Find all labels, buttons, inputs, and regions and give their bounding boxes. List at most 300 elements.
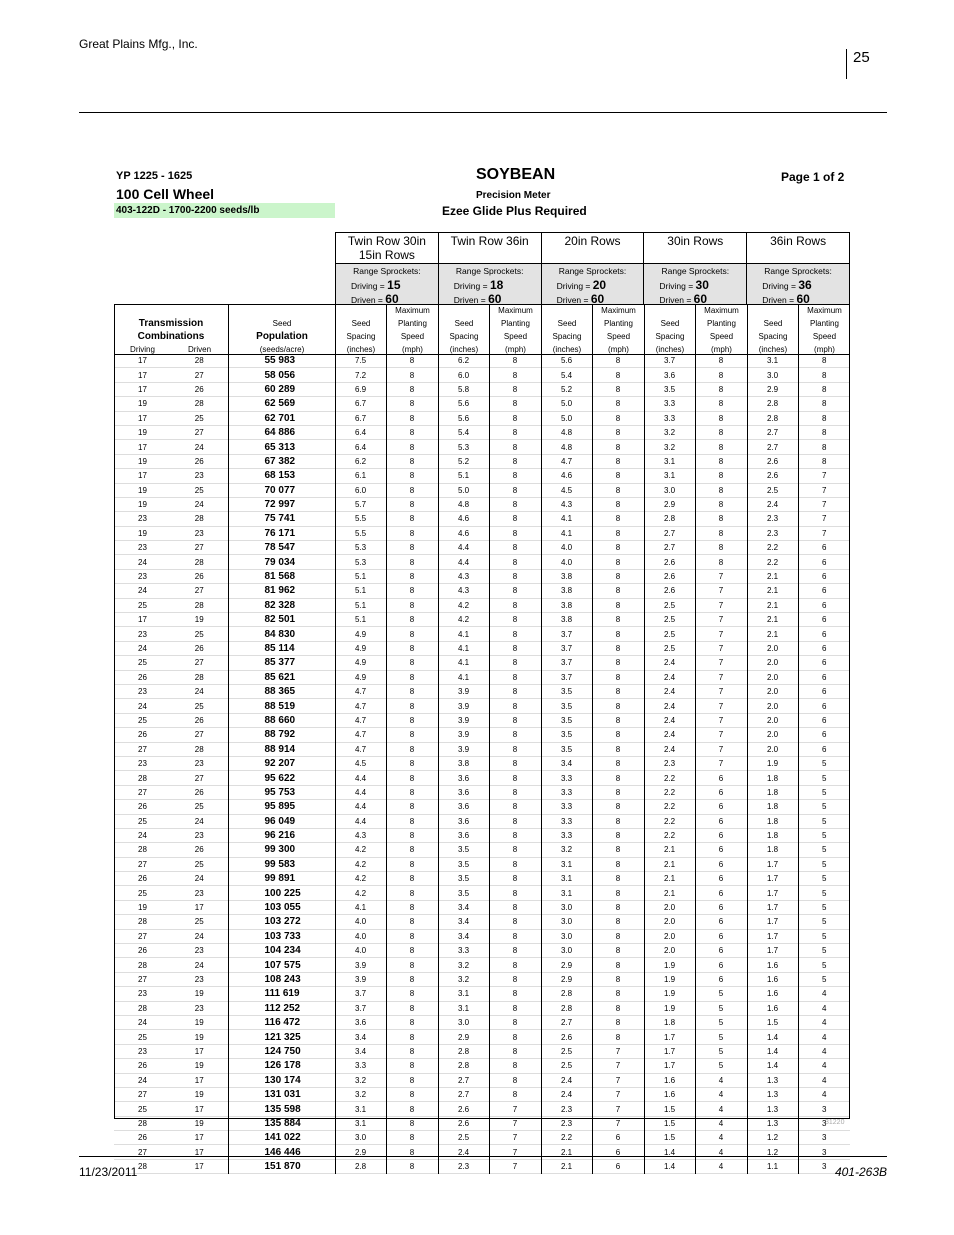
seed-spacing-cell: 1.4 xyxy=(644,1145,695,1159)
max-speed-cell: 8 xyxy=(695,541,747,555)
table-row xyxy=(114,368,850,382)
seed-spacing-cell: 2.4 xyxy=(644,699,695,713)
population-cell: 151 870 xyxy=(228,1159,335,1173)
max-speed-cell: 8 xyxy=(798,368,850,382)
seed-spacing-cell: 3.5 xyxy=(541,699,592,713)
population-cell: 84 830 xyxy=(228,627,335,641)
max-speed-cell: 8 xyxy=(592,584,644,598)
max-speed-cell: 8 xyxy=(386,713,438,727)
max-speed-cell: 8 xyxy=(592,354,644,368)
seed-spacing-cell: 3.5 xyxy=(438,843,489,857)
seed-spacing-cell: 3.2 xyxy=(644,425,695,439)
table-row xyxy=(114,354,850,368)
population-cell: 72 997 xyxy=(228,497,335,511)
seed-spacing-cell: 3.5 xyxy=(438,857,489,871)
seed-spacing-cell: 6.7 xyxy=(335,397,386,411)
seed-spacing-cell: 3.0 xyxy=(541,915,592,929)
driving-cell: 27 xyxy=(138,1090,147,1100)
seed-spacing-cell: 3.0 xyxy=(438,1015,489,1029)
driving-cell: 19 xyxy=(138,485,147,495)
population-cell: 100 225 xyxy=(228,886,335,900)
seed-spacing-cell: 2.0 xyxy=(644,944,695,958)
driving-label: Driving = xyxy=(762,281,796,291)
max-speed-cell: 6 xyxy=(798,728,850,742)
max-speed-cell: 6 xyxy=(695,929,747,943)
max-speed-cell: 8 xyxy=(386,915,438,929)
max-speed-cell: 8 xyxy=(489,1001,541,1015)
driven-label: Driven = xyxy=(453,295,486,305)
seed-spacing-cell: 3.7 xyxy=(644,354,695,368)
seed-spacing-cell: 2.8 xyxy=(438,1059,489,1073)
seed-spacing-cell: 4.5 xyxy=(335,756,386,770)
max-speed-cell: 8 xyxy=(489,425,541,439)
seed-spacing-cell: 2.1 xyxy=(747,598,798,612)
population-cell: 96 049 xyxy=(228,814,335,828)
max-speed-cell: 8 xyxy=(489,828,541,842)
seed-spacing-cell: 1.5 xyxy=(747,1015,798,1029)
seed-spacing-cell: 4.4 xyxy=(438,555,489,569)
seed-spacing-cell: 2.4 xyxy=(747,497,798,511)
seed-spacing-cell: 2.6 xyxy=(438,1102,489,1116)
max-speed-cell: 8 xyxy=(489,613,541,627)
driving-col-label: Driving xyxy=(130,345,155,354)
max-speed-cell: 7 xyxy=(592,1116,644,1130)
population-cell: 104 234 xyxy=(228,944,335,958)
seed-spacing-cell: 3.0 xyxy=(541,900,592,914)
table-row xyxy=(114,541,850,555)
driven-cell: 24 xyxy=(194,687,204,697)
max-speed-cell: 6 xyxy=(592,1159,644,1173)
max-speed-cell: 8 xyxy=(695,469,747,483)
seed-spacing-cell: 1.6 xyxy=(747,958,798,972)
range-sprockets xyxy=(542,263,644,305)
max-speed-cell: 8 xyxy=(386,569,438,583)
max-speed-cell: 8 xyxy=(489,411,541,425)
driving-cell: 27 xyxy=(138,787,147,797)
seed-spacing-cell: 3.2 xyxy=(438,958,489,972)
population-cell: 99 583 xyxy=(228,857,335,871)
max-speed-cell: 7 xyxy=(592,1087,644,1101)
driven-cell: 23 xyxy=(194,974,204,984)
seed-spacing-cell: 2.3 xyxy=(541,1116,592,1130)
seed-spacing-cell: 3.3 xyxy=(541,771,592,785)
max-speed-cell: 8 xyxy=(489,915,541,929)
seed-spacing-cell: 1.6 xyxy=(747,972,798,986)
max-speed-cell: 8 xyxy=(489,598,541,612)
driven-cell: 25 xyxy=(194,485,204,495)
seed-spacing-header: Seed Spacing (inches) xyxy=(644,304,695,355)
seed-spacing-cell: 3.4 xyxy=(438,929,489,943)
table-row xyxy=(114,627,850,641)
seed-spacing-cell: 1.7 xyxy=(747,929,798,943)
max-speed-cell: 8 xyxy=(386,972,438,986)
max-speed-cell: 8 xyxy=(592,756,644,770)
max-speed-cell: 8 xyxy=(489,1030,541,1044)
seed-spacing-cell: 3.9 xyxy=(438,728,489,742)
driven-cell: 17 xyxy=(194,903,204,913)
seed-spacing-cell: 2.6 xyxy=(644,584,695,598)
table-row xyxy=(114,1159,850,1173)
max-speed-cell: 8 xyxy=(695,454,747,468)
seed-spacing-cell: 3.1 xyxy=(747,354,798,368)
max-speed-cell: 8 xyxy=(386,828,438,842)
seed-spacing-cell: 2.1 xyxy=(644,886,695,900)
seed-spacing-cell: 3.3 xyxy=(644,397,695,411)
seed-spacing-cell: 2.1 xyxy=(644,843,695,857)
seed-spacing-cell: 1.9 xyxy=(644,987,695,1001)
range-sprockets-label: Range Sprockets: xyxy=(661,266,730,276)
seed-spacing-cell: 4.1 xyxy=(438,641,489,655)
seed-spacing-cell: 3.2 xyxy=(335,1073,386,1087)
seed-spacing-cell: 2.3 xyxy=(747,526,798,540)
max-speed-cell: 8 xyxy=(489,368,541,382)
seed-spacing-cell: 2.1 xyxy=(541,1159,592,1173)
seed-spacing-cell: 3.8 xyxy=(438,756,489,770)
seed-spacing-header: Seed Spacing (inches) xyxy=(747,304,798,355)
table-row xyxy=(114,469,850,483)
seed-spacing-cell: 1.7 xyxy=(747,872,798,886)
seed-spacing-cell: 1.9 xyxy=(644,972,695,986)
seed-spacing-cell: 3.9 xyxy=(438,742,489,756)
seed-spacing-cell: 6.9 xyxy=(335,382,386,396)
max-speed-cell: 8 xyxy=(592,598,644,612)
population-cell: 62 701 xyxy=(228,411,335,425)
max-speed-cell: 5 xyxy=(695,987,747,1001)
seed-spacing-cell: 2.0 xyxy=(747,656,798,670)
seed-spacing-cell: 3.8 xyxy=(541,613,592,627)
population-cell: 88 914 xyxy=(228,742,335,756)
driving-cell: 28 xyxy=(138,845,147,855)
seed-spacing-cell: 4.0 xyxy=(335,944,386,958)
seed-spacing-cell: 4.8 xyxy=(541,425,592,439)
driven-cell: 27 xyxy=(194,586,204,596)
driving-cell: 23 xyxy=(138,1046,147,1056)
seed-spacing-cell: 3.1 xyxy=(438,1001,489,1015)
seed-spacing-cell: 2.3 xyxy=(541,1102,592,1116)
max-speed-cell: 7 xyxy=(489,1159,541,1173)
seed-spacing-cell: 2.0 xyxy=(747,713,798,727)
seed-spacing-cell: 2.4 xyxy=(644,713,695,727)
seed-spacing-cell: 2.4 xyxy=(541,1073,592,1087)
population-cell: 65 313 xyxy=(228,440,335,454)
max-speed-cell: 8 xyxy=(489,483,541,497)
driving-cell: 19 xyxy=(138,903,147,913)
seed-spacing-cell: 5.6 xyxy=(541,354,592,368)
max-speed-cell: 8 xyxy=(695,483,747,497)
seed-spacing-cell: 4.7 xyxy=(541,454,592,468)
seed-spacing-cell: 3.7 xyxy=(541,641,592,655)
max-speed-cell: 8 xyxy=(695,397,747,411)
max-speed-cell: 8 xyxy=(592,627,644,641)
seed-spacing-cell: 5.6 xyxy=(438,397,489,411)
seed-spacing-cell: 2.4 xyxy=(644,742,695,756)
max-speed-cell: 8 xyxy=(386,425,438,439)
wheel-label: 100 Cell Wheel xyxy=(116,186,215,202)
population-cell: 111 619 xyxy=(228,987,335,1001)
page-number: 25 xyxy=(846,49,870,79)
driven-label: Driven = xyxy=(351,295,383,305)
driving-cell: 25 xyxy=(138,658,147,668)
max-speed-cell: 4 xyxy=(695,1116,747,1130)
seed-spacing-cell: 5.5 xyxy=(335,526,386,540)
max-speed-cell: 8 xyxy=(592,454,644,468)
seed-spacing-cell: 3.5 xyxy=(438,886,489,900)
max-speed-cell: 8 xyxy=(386,1087,438,1101)
max-speed-cell: 8 xyxy=(798,440,850,454)
range-sprockets-label: Range Sprockets: xyxy=(558,266,627,276)
seed-spacing-cell: 2.3 xyxy=(747,512,798,526)
driving-cell: 25 xyxy=(138,600,147,610)
max-speed-header: Maximum Planting Speed (mph) xyxy=(798,304,850,355)
table-row xyxy=(114,1116,850,1130)
seed-spacing-cell: 3.2 xyxy=(438,972,489,986)
seed-spacing-cell: 3.5 xyxy=(541,713,592,727)
driven-value: 60 xyxy=(590,292,605,306)
seed-spacing-cell: 5.5 xyxy=(335,512,386,526)
population-cell: 79 034 xyxy=(228,555,335,569)
driven-col-label: Driven xyxy=(187,345,212,354)
max-speed-cell: 8 xyxy=(798,382,850,396)
driven-label: Driven = xyxy=(762,295,795,305)
table-row xyxy=(114,872,850,886)
seed-spacing-cell: 3.6 xyxy=(335,1015,386,1029)
max-speed-cell: 8 xyxy=(386,684,438,698)
seed-spacing-cell: 2.0 xyxy=(747,742,798,756)
driven-cell: 23 xyxy=(194,759,204,769)
seed-spacing-cell: 3.3 xyxy=(541,800,592,814)
seed-spacing-cell: 1.8 xyxy=(747,785,798,799)
table-row xyxy=(114,382,850,396)
seed-spacing-cell: 1.1 xyxy=(747,1159,798,1173)
seed-spacing-cell: 1.8 xyxy=(747,843,798,857)
driving-cell: 27 xyxy=(138,744,147,754)
population-cell: 64 886 xyxy=(228,425,335,439)
seed-spacing-cell: 2.8 xyxy=(541,1001,592,1015)
population-cell: 141 022 xyxy=(228,1131,335,1145)
max-speed-cell: 5 xyxy=(695,1059,747,1073)
seed-spacing-cell: 3.0 xyxy=(335,1131,386,1145)
max-speed-cell: 8 xyxy=(386,454,438,468)
seed-spacing-cell: 4.2 xyxy=(335,886,386,900)
seed-spacing-cell: 4.9 xyxy=(335,641,386,655)
max-speed-cell: 8 xyxy=(386,958,438,972)
max-speed-header: Maximum Planting Speed (mph) xyxy=(489,304,541,355)
max-speed-cell: 6 xyxy=(798,699,850,713)
table-row xyxy=(114,526,850,540)
population-cell: 92 207 xyxy=(228,756,335,770)
seed-spacing-cell: 3.9 xyxy=(335,958,386,972)
max-speed-cell: 7 xyxy=(695,713,747,727)
driven-cell: 25 xyxy=(194,629,204,639)
driving-cell: 24 xyxy=(138,1018,147,1028)
driven-cell: 27 xyxy=(194,658,204,668)
seed-spacing-cell: 3.0 xyxy=(644,483,695,497)
max-speed-cell: 4 xyxy=(798,1087,850,1101)
population-cell: 116 472 xyxy=(228,1015,335,1029)
max-speed-cell: 8 xyxy=(489,900,541,914)
seed-spacing-cell: 2.0 xyxy=(644,900,695,914)
population-cell: 81 568 xyxy=(228,569,335,583)
max-speed-cell: 8 xyxy=(386,1159,438,1173)
seed-spacing-cell: 3.8 xyxy=(541,598,592,612)
seed-spacing-cell: 6.0 xyxy=(438,368,489,382)
max-speed-cell: 8 xyxy=(592,440,644,454)
seed-spacing-cell: 3.7 xyxy=(541,670,592,684)
max-speed-cell: 8 xyxy=(489,958,541,972)
max-speed-cell: 6 xyxy=(798,584,850,598)
max-speed-cell: 8 xyxy=(386,656,438,670)
max-speed-cell: 8 xyxy=(489,857,541,871)
max-speed-cell: 8 xyxy=(386,411,438,425)
max-speed-cell: 8 xyxy=(489,656,541,670)
max-speed-cell: 8 xyxy=(695,425,747,439)
max-speed-cell: 8 xyxy=(386,944,438,958)
driving-cell: 19 xyxy=(138,500,147,510)
table-row xyxy=(114,1001,850,1015)
max-speed-cell: 3 xyxy=(798,1131,850,1145)
seed-spacing-cell: 3.9 xyxy=(438,684,489,698)
max-speed-cell: 8 xyxy=(695,440,747,454)
table-row xyxy=(114,699,850,713)
table-row xyxy=(114,944,850,958)
population-cell: 99 891 xyxy=(228,872,335,886)
max-speed-cell: 8 xyxy=(489,814,541,828)
population-cell: 107 575 xyxy=(228,958,335,972)
max-speed-cell: 8 xyxy=(386,1059,438,1073)
max-speed-cell: 6 xyxy=(695,857,747,871)
driven-cell: 28 xyxy=(194,744,204,754)
seed-spacing-cell: 3.6 xyxy=(438,771,489,785)
max-speed-cell: 7 xyxy=(592,1073,644,1087)
max-speed-cell: 8 xyxy=(592,944,644,958)
driven-cell: 27 xyxy=(194,730,204,740)
company-name: Great Plains Mfg., Inc. xyxy=(79,37,198,51)
max-speed-cell: 5 xyxy=(798,785,850,799)
seed-spacing-cell: 3.0 xyxy=(541,929,592,943)
max-speed-cell: 8 xyxy=(489,1059,541,1073)
row-spacing-groups xyxy=(335,232,850,304)
table-row xyxy=(114,397,850,411)
seed-spacing-cell: 6.0 xyxy=(335,483,386,497)
driven-cell: 24 xyxy=(194,931,204,941)
max-speed-cell: 8 xyxy=(386,742,438,756)
seed-spacing-cell: 1.6 xyxy=(644,1073,695,1087)
seed-spacing-cell: 1.9 xyxy=(644,1001,695,1015)
seed-spacing-cell: 3.3 xyxy=(644,411,695,425)
seed-spacing-cell: 5.1 xyxy=(335,598,386,612)
table-row xyxy=(114,641,850,655)
row-group-title: Twin Row 36in xyxy=(450,234,529,248)
max-speed-cell: 7 xyxy=(592,1059,644,1073)
range-sprockets-label: Range Sprockets: xyxy=(764,266,832,276)
max-speed-cell: 8 xyxy=(386,929,438,943)
max-speed-cell: 5 xyxy=(798,800,850,814)
driven-cell: 24 xyxy=(194,960,204,970)
max-speed-cell: 8 xyxy=(695,382,747,396)
driving-cell: 19 xyxy=(138,456,147,466)
seed-spacing-cell: 3.0 xyxy=(541,944,592,958)
range-sprockets-label: Range Sprockets: xyxy=(455,266,524,276)
seed-spacing-cell: 3.7 xyxy=(335,1001,386,1015)
seed-spacing-cell: 1.5 xyxy=(644,1131,695,1145)
max-speed-cell: 8 xyxy=(489,469,541,483)
max-speed-cell: 4 xyxy=(695,1159,747,1173)
max-speed-cell: 5 xyxy=(798,900,850,914)
seed-spacing-cell: 6.7 xyxy=(335,411,386,425)
max-speed-cell: 8 xyxy=(592,368,644,382)
seed-spacing-cell: 4.2 xyxy=(438,613,489,627)
max-speed-cell: 7 xyxy=(489,1102,541,1116)
seed-spacing-cell: 1.7 xyxy=(747,886,798,900)
max-speed-cell: 4 xyxy=(695,1102,747,1116)
max-speed-cell: 4 xyxy=(798,1001,850,1015)
driving-cell: 28 xyxy=(138,917,147,927)
table-row xyxy=(114,857,850,871)
seed-spacing-cell: 2.9 xyxy=(438,1030,489,1044)
max-speed-cell: 8 xyxy=(386,699,438,713)
max-speed-cell: 5 xyxy=(798,929,850,943)
seed-spacing-cell: 3.5 xyxy=(541,684,592,698)
max-speed-cell: 8 xyxy=(386,397,438,411)
meter-label: Precision Meter xyxy=(476,190,551,201)
seed-spacing-cell: 4.2 xyxy=(438,598,489,612)
max-speed-cell: 8 xyxy=(592,613,644,627)
seed-spacing-cell: 6.2 xyxy=(335,454,386,468)
seed-spacing-cell: 3.2 xyxy=(644,440,695,454)
range-sprockets xyxy=(439,263,541,305)
driven-cell: 19 xyxy=(194,615,204,625)
max-speed-cell: 4 xyxy=(695,1087,747,1101)
seed-spacing-cell: 2.5 xyxy=(644,598,695,612)
seed-spacing-cell: 2.1 xyxy=(747,613,798,627)
max-speed-cell: 8 xyxy=(386,886,438,900)
max-speed-cell: 8 xyxy=(386,1015,438,1029)
seed-spacing-header: Seed Spacing (inches) xyxy=(335,304,386,355)
max-speed-cell: 8 xyxy=(592,569,644,583)
driven-cell: 28 xyxy=(194,399,204,409)
max-speed-cell: 8 xyxy=(592,397,644,411)
seed-spacing-cell: 6.4 xyxy=(335,440,386,454)
driving-label: Driving = xyxy=(351,281,385,291)
seed-size-label: 403-122D - 1700-2200 seeds/lb xyxy=(114,203,335,218)
driven-cell: 26 xyxy=(194,644,204,653)
seed-spacing-cell: 3.9 xyxy=(438,699,489,713)
driven-cell: 26 xyxy=(194,384,204,394)
seed-spacing-cell: 5.3 xyxy=(335,555,386,569)
max-speed-cell: 8 xyxy=(489,584,541,598)
driven-cell: 26 xyxy=(194,572,204,582)
table-row xyxy=(114,728,850,742)
max-speed-cell: 5 xyxy=(798,771,850,785)
driving-cell: 24 xyxy=(138,831,147,841)
max-speed-cell: 8 xyxy=(798,397,850,411)
seed-spacing-cell: 1.8 xyxy=(747,814,798,828)
seed-spacing-cell: 3.1 xyxy=(541,872,592,886)
max-speed-cell: 7 xyxy=(695,728,747,742)
max-speed-cell: 8 xyxy=(489,512,541,526)
table-row xyxy=(114,584,850,598)
row-group-0 xyxy=(336,233,439,306)
table-row xyxy=(114,670,850,684)
max-speed-cell: 8 xyxy=(592,656,644,670)
driving-cell: 26 xyxy=(138,1061,147,1071)
seed-spacing-cell: 4.4 xyxy=(335,785,386,799)
row-group-title: 30in Rows xyxy=(667,234,724,248)
max-speed-cell: 8 xyxy=(386,483,438,497)
max-speed-cell: 8 xyxy=(695,555,747,569)
seed-spacing-cell: 2.1 xyxy=(747,569,798,583)
seed-spacing-cell: 3.5 xyxy=(438,872,489,886)
